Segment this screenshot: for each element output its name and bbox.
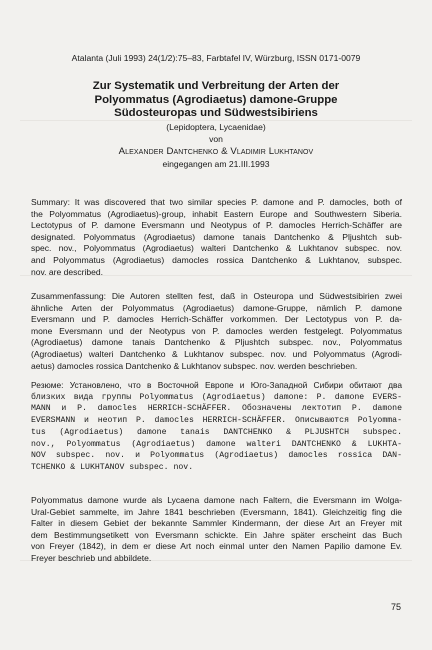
zusammenfassung-line: ähnliche Arten der Polyommatus (Agrodiaetus) damone-Gruppe, nämlich P. damone — [31, 302, 402, 313]
article-title — [30, 80, 402, 121]
authors: Alexander Dantchenko & Vladimir Lukhtanov — [118, 146, 314, 157]
zusammenfassung-line: Eversmann und P. damocles Herrich-Schäffer vorkommen. Der Lectotypus von P. da- — [31, 314, 402, 325]
title-line: Südosteuropas und Südwestsibiriens — [114, 107, 318, 120]
intro-line: dem Bestimmungsetikett von Eversmann schickte. Ein Jahre später erscheint das Buch — [31, 529, 402, 540]
resume-line: TCHENKO & LUKHTANOV subspec. nov. — [31, 462, 194, 472]
resume-line: EVERSMANN и неотип P. damocles HERRICH-SCHÄFFER. Описываются Polyomma- — [31, 416, 402, 426]
summary-line: spec. nov., Polyommatus (Agrodiaetus) walteri Dantchenko & Lukhtanov subspec. nov. — [31, 243, 402, 254]
intro-line: Polyommatus damone wurde als Lycaena damone nach Faltern, die Eversmann im Wolga- — [31, 495, 402, 505]
title-line: Zur Systematik und Verbreitung der Arten der — [92, 80, 340, 92]
resume-line: MANN и P. damocles HERRICH-SCHÄFFER. Обозначены лектотип P. damone — [31, 404, 402, 414]
summary-line: designated. Polyommatus (Agrodiaetus) damone tanais Dantchenko & Pljushtch sub- — [31, 231, 402, 242]
zusammenfassung-line: (Agrodiaetus) damone tanais Dantchenko & Pljushtch subspec. nov., Polyommatus — [31, 337, 402, 348]
intro-paragraph — [31, 495, 402, 565]
intro-line: Falter in diesem Gebiet der bekannte Sammler Kindermann, der diese Art an Freyer mit — [31, 518, 402, 529]
received-date: eingegangen am 21.III.1993 — [162, 159, 270, 169]
summary-line: the Polyommatus (Agrodiaetus)-group, inhabit Eastern Europe and Southwestern Siberia. — [31, 208, 402, 219]
zusammenfassung-line: (Agrodiaetus) walteri Dantchenko & Lukhtanov subspec. nov. und Polyommatus (Agrodi- — [31, 348, 402, 359]
title-line: Polyommatus (Agrodiaetus) damone-Gruppe — [94, 93, 338, 106]
zusammenfassung-line: aetus) damocles rossica Dantchenko & Lukhtanov subspec. nov. werden beschrieben. — [31, 360, 358, 371]
intro-line: Ural-Gebiet sammelte, im Jahre 1841 beschrieben (Eversmann, 1841). Gleichzeitig fing die — [31, 506, 402, 517]
intro-line: von Freyer (1842), in dem er diese Art noch einmal unter den Namen Papilio damone Ev. — [31, 541, 402, 552]
resume-line: nov., Polyommatus (Agrodiaetus) damone walteri DANTCHENKO & LUKHTA- — [31, 439, 402, 449]
page-number: 75 — [390, 602, 401, 612]
zusammenfassung-line: Zusammenfassung: Die Autoren stellten fest, daß in Osteuropa und Südwestsibirien zwei — [31, 291, 402, 301]
summary-line: Lectotypus of P. damone Eversmann und Neotypus of P. damocles Herrich-Schäffer are — [31, 220, 402, 231]
resume-line: Резюме: Установлено, что в Восточной Европе и Юго-Западной Сибири обитают два — [31, 380, 402, 390]
summary-line: nov. are described. — [31, 266, 104, 277]
summary-line: Summary: It was discovered that two similar species P. damone and P. damocles, both of — [31, 197, 402, 207]
von-line: von — [209, 134, 223, 144]
journal-citation: Atalanta (Juli 1993) 24(1/2):75–83, Farbtafel IV, Würzburg, ISSN 0171-0079 — [71, 53, 361, 63]
zusammenfassung-paragraph — [31, 291, 402, 372]
resume-line: близких вида группы Polyommatus (Agrodiaetus) damone: P. damone EVERS- — [31, 392, 402, 402]
resume-paragraph — [31, 380, 402, 474]
resume-line: NOV subspec. nov. и Polyommatus (Agrodiaetus) damocles rossica DAN- — [31, 451, 402, 461]
zusammenfassung-line: mone Eversmann und der Neotypus von P. damocles werden festgelegt. Polyommatus — [31, 325, 402, 336]
summary-line: and Polyommatus (Agrodiaetus) damocles rossica Dantchenko & Lukhtanov, subspec. — [31, 254, 402, 265]
intro-line: Freyer beschrieb und abbildete. — [31, 552, 152, 563]
summary-paragraph — [31, 197, 402, 278]
article-subtitle: (Lepidoptera, Lycaenidae) — [166, 122, 266, 132]
resume-line: tus (Agrodiaetus) damone tanais DANTCHENKO & PLJUSHTCH subspec. — [31, 427, 402, 437]
